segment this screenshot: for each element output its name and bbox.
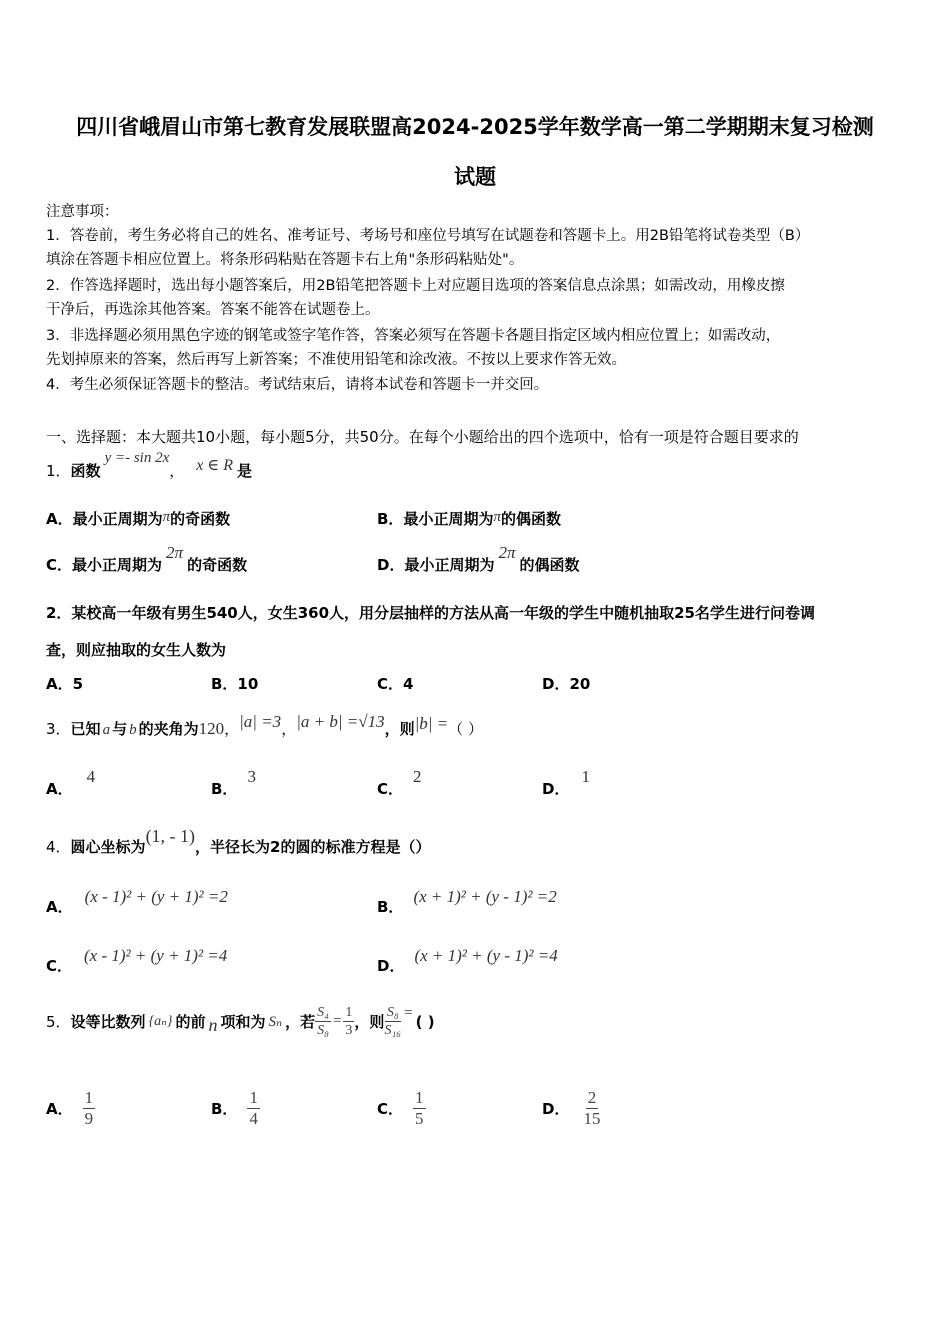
question-2-line2: 查，则应抽取的女生人数为: [46, 641, 227, 659]
q3-vector-b: b: [129, 722, 137, 738]
option-label: C．: [377, 1100, 404, 1118]
option-text: 最小正周期为: [404, 556, 495, 574]
fraction-numerator: 2: [587, 1088, 597, 1107]
q3-text: 的夹角为: [138, 720, 199, 738]
q3-text: 与: [112, 720, 128, 738]
q5-text: 设等比数列: [70, 1013, 146, 1031]
option-fraction: [581, 1088, 602, 1129]
q4-text: 圆心坐标为: [70, 838, 146, 856]
q3-paren: （ ）: [448, 720, 483, 738]
q3-norm-b: |b| =: [414, 714, 449, 733]
page-title-line2: 试题: [454, 165, 496, 189]
fraction-numerator: 1: [249, 1088, 258, 1107]
option-math: π: [162, 509, 171, 525]
option-label: A．: [46, 510, 73, 528]
option-label: D．: [377, 957, 405, 975]
option-label: B．: [211, 1100, 238, 1118]
fraction-denominator: 4: [249, 1109, 258, 1128]
option-text: 最小正周期为: [403, 510, 494, 528]
q3-text: ，则: [384, 720, 415, 738]
q5-option-b[interactable]: [211, 1088, 260, 1129]
option-math: 1: [581, 767, 590, 786]
option-fraction: [83, 1088, 96, 1129]
q4-option-b[interactable]: [377, 887, 557, 917]
fraction-numerator: S₄: [317, 1005, 329, 1020]
option-math: (x - 1)² + (y + 1)² =4: [84, 946, 228, 965]
q5-fraction-one-third: [343, 1004, 354, 1039]
option-math: 4: [86, 767, 96, 786]
q3-option-b[interactable]: [211, 767, 256, 799]
q5-option-c[interactable]: [377, 1088, 426, 1129]
question-5: [46, 1004, 435, 1039]
q3-norm-a: |a| =3: [239, 712, 282, 731]
option-label: D．: [377, 556, 405, 574]
option-label: B．: [211, 780, 238, 798]
option-math: (x - 1)² + (y + 1)² =2: [84, 887, 228, 906]
question-2-line1: 2．某校高一年级有男生540人，女生360人，用分层抽样的方法从高一年级的学生中随机抽取25名学生进行问卷调: [46, 604, 815, 622]
q5-number: 5．: [46, 1013, 71, 1031]
q1-comma: ，: [169, 462, 185, 480]
fraction-numerator: 1: [345, 1005, 353, 1020]
q3-number: 3．: [46, 720, 71, 738]
q4-option-d[interactable]: [377, 946, 558, 976]
section-header: 一、选择题：本大题共10小题，每小题5分，共50分。在每个小题给出的四个选项中，恰有一项是符合题目要求的: [46, 428, 799, 446]
q2-option-a[interactable]: A．5: [46, 675, 84, 693]
note-3b: 先划掉原来的答案，然后再写上新答案；不准使用铅笔和涂改液。不按以上要求作答无效。: [46, 352, 626, 368]
q5-sn: Sₙ: [268, 1014, 283, 1030]
option-math: (x + 1)² + (y - 1)² =2: [413, 887, 557, 906]
q3-norm-sum: |a + b| =√13: [296, 712, 385, 731]
q2-option-c[interactable]: C．4: [377, 675, 414, 693]
q4-center: (1, - 1): [145, 826, 196, 846]
question-3: [46, 712, 483, 739]
q2-option-d[interactable]: D．20: [542, 675, 591, 693]
option-math: 2π: [166, 543, 184, 562]
q1-domain: x ∈ R: [196, 457, 233, 474]
q5-paren: ( ): [415, 1012, 435, 1031]
option-label: A．: [46, 1100, 73, 1118]
q5-text: 项和为: [220, 1013, 266, 1031]
q3-vector-a: a: [102, 722, 111, 738]
option-fraction: [413, 1088, 426, 1129]
option-label: D．: [542, 780, 570, 798]
fraction-numerator: S₈: [386, 1005, 399, 1020]
fraction-denominator: S₁₆: [384, 1023, 402, 1038]
option-math: (x + 1)² + (y - 1)² =4: [414, 946, 558, 965]
q1-text-post: 是: [236, 462, 252, 480]
note-1a: 1．答卷前，考生务必将自己的姓名、准考证号、考场号和座位号填写在试题卷和答题卡上。用2B铅笔将试卷类型（B）: [46, 228, 810, 244]
option-label: B．: [377, 510, 404, 528]
fraction-denominator: 15: [583, 1109, 601, 1128]
q2-option-b[interactable]: B．10: [211, 675, 259, 693]
q1-option-b[interactable]: [377, 508, 561, 529]
option-text: 的偶函数: [519, 556, 580, 574]
note-2a: 2．作答选择题时，选出每小题答案后，用2B铅笔把答题卡上对应题目选项的答案信息点涂黑；如需改动，用橡皮擦: [46, 278, 785, 294]
option-fraction: [247, 1088, 260, 1129]
q3-option-a[interactable]: [46, 767, 96, 799]
q5-fraction-s4-s8: [315, 1004, 331, 1039]
option-label: D．: [542, 1100, 570, 1118]
q1-option-c[interactable]: [46, 543, 248, 575]
q5-n: n: [208, 1015, 218, 1035]
q3-option-c[interactable]: [377, 767, 422, 799]
option-text: 的奇函数: [170, 510, 231, 528]
option-math: 3: [247, 767, 256, 786]
option-label: A．: [46, 898, 73, 916]
fraction-numerator: 1: [84, 1088, 94, 1107]
q1-text-pre: 函数: [70, 462, 101, 480]
q4-text: ，半径长为2的圆的标准方程是（）: [195, 838, 431, 856]
fraction-denominator: S₈: [317, 1023, 329, 1038]
q3-comma: ，: [281, 720, 297, 738]
question-4: [46, 826, 431, 857]
note-2b: 干净后，再选涂其他答案。答案不能答在试题卷上。: [46, 302, 380, 318]
option-math: 2: [413, 767, 422, 786]
option-math: π: [493, 509, 501, 525]
q5-equals: =: [404, 1005, 413, 1021]
fraction-denominator: 5: [415, 1109, 424, 1128]
q5-text: 的前: [175, 1013, 206, 1031]
q5-option-d[interactable]: [542, 1088, 602, 1129]
page-title: 四川省峨眉山市第七教育发展联盟高2024-2025学年数学高一第二学期期末复习检测: [76, 115, 874, 139]
q5-sequence: {aₙ}: [148, 1014, 173, 1029]
note-3a: 3．非选择题必须用黑色字迹的钢笔或签字笔作答，答案必须写在答题卡各题目指定区域内相应位置上；如需改动，: [46, 328, 781, 344]
note-1b: 填涂在答题卡相应位置上。将条形码粘贴在答题卡右上角"条形码粘贴处"。: [46, 252, 524, 268]
option-text: 最小正周期为: [72, 556, 163, 574]
q3-angle: 120: [198, 719, 225, 738]
option-label: C．: [46, 957, 73, 975]
fraction-numerator: 1: [415, 1088, 424, 1107]
q4-option-a[interactable]: [46, 887, 228, 917]
option-text: 的奇函数: [187, 556, 248, 574]
q4-number: 4．: [46, 838, 71, 856]
q5-text: ，则: [354, 1013, 385, 1031]
q1-number: 1．: [46, 462, 71, 480]
q5-equals: =: [332, 1013, 342, 1029]
q5-text: ，若: [285, 1013, 316, 1031]
option-label: C．: [377, 780, 404, 798]
q1-option-d[interactable]: [377, 543, 580, 575]
fraction-denominator: 3: [345, 1023, 353, 1038]
q3-comma: ，: [224, 720, 240, 738]
q3-text: 已知: [70, 720, 101, 738]
question-1: [46, 450, 252, 481]
notes-heading: 注意事项：: [46, 204, 119, 220]
option-label: C．: [46, 556, 73, 574]
option-label: B．: [377, 898, 404, 916]
option-label: A．: [46, 780, 73, 798]
note-4: 4．考生必须保证答题卡的整洁。考试结束后，请将本试卷和答题卡一并交回。: [46, 377, 549, 393]
q5-fraction-s8-s16: [384, 1004, 401, 1039]
option-math: 2π: [498, 543, 516, 562]
q5-option-a[interactable]: [46, 1088, 95, 1129]
q1-option-a[interactable]: [46, 508, 230, 529]
q1-function: y =- sin 2x: [104, 450, 170, 466]
q4-option-c[interactable]: [46, 946, 228, 976]
q3-option-d[interactable]: [542, 767, 590, 799]
option-text: 最小正周期为: [72, 510, 163, 528]
option-text: 的偶函数: [500, 510, 561, 528]
fraction-denominator: 9: [84, 1109, 94, 1128]
